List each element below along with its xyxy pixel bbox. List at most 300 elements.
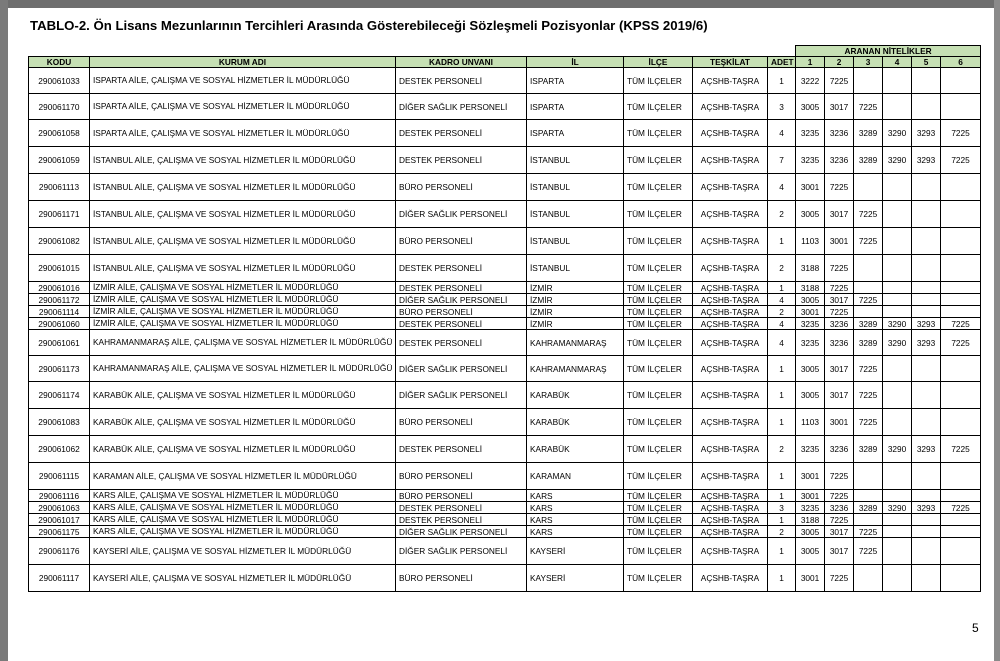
il-cell: İSTANBUL <box>527 201 624 228</box>
nitelik-cell: 7225 <box>854 409 883 436</box>
nitelik-cell <box>941 490 981 502</box>
kodu-cell: 290061060 <box>29 318 90 330</box>
nitelik-cell <box>883 409 912 436</box>
nitelik-cell <box>912 228 941 255</box>
il-cell: KAHRAMANMARAŞ <box>527 356 624 382</box>
teskilat-cell: AÇSHB-TAŞRA <box>693 120 768 147</box>
teskilat-cell: AÇSHB-TAŞRA <box>693 490 768 502</box>
kodu-cell: 290061173 <box>29 356 90 382</box>
nitelik-cell: 3017 <box>825 356 854 382</box>
kurum-cell: İZMİR AİLE, ÇALIŞMA VE SOSYAL HİZMETLER İL MÜDÜRLÜĞÜ <box>90 282 396 294</box>
kurum-cell: KAYSERİ AİLE, ÇALIŞMA VE SOSYAL HİZMETLER İL MÜDÜRLÜĞÜ <box>90 538 396 565</box>
kurum-cell: KAHRAMANMARAŞ AİLE, ÇALIŞMA VE SOSYAL HİZMETLER İL MÜDÜRLÜĞÜ <box>90 356 396 382</box>
nitelik-cell: 3236 <box>825 436 854 463</box>
nitelik-cell: 3001 <box>825 228 854 255</box>
teskilat-cell: AÇSHB-TAŞRA <box>693 463 768 490</box>
nitelik-cell: 7225 <box>825 255 854 282</box>
nitelik-cell: 3001 <box>796 490 825 502</box>
table-row <box>29 356 981 382</box>
ilce-cell: TÜM İLÇELER <box>624 201 693 228</box>
nitelik-cell: 3235 <box>796 147 825 174</box>
nitelik-cell <box>912 526 941 538</box>
column-header: KADRO UNVANI <box>396 57 527 68</box>
nitelik-cell <box>883 255 912 282</box>
nitelik-cell <box>941 94 981 120</box>
kurum-cell: KAHRAMANMARAŞ AİLE, ÇALIŞMA VE SOSYAL HİZMETLER İL MÜDÜRLÜĞÜ <box>90 330 396 356</box>
nitelik-cell <box>883 306 912 318</box>
group-header-spacer <box>29 46 796 57</box>
kodu-cell: 290061063 <box>29 502 90 514</box>
nitelik-cell <box>912 294 941 306</box>
nitelik-cell: 3235 <box>796 436 825 463</box>
nitelik-cell: 7225 <box>825 490 854 502</box>
kurum-cell: ISPARTA AİLE, ÇALIŞMA VE SOSYAL HİZMETLER İL MÜDÜRLÜĞÜ <box>90 68 396 94</box>
ilce-cell: TÜM İLÇELER <box>624 282 693 294</box>
nitelik-cell: 3235 <box>796 330 825 356</box>
nitelik-cell: 7225 <box>854 356 883 382</box>
table-row <box>29 538 981 565</box>
table-row <box>29 68 981 94</box>
nitelik-cell: 7225 <box>825 68 854 94</box>
nitelik-cell <box>883 356 912 382</box>
kodu-cell: 290061058 <box>29 120 90 147</box>
kadro-unvani-cell: DİĞER SAĞLIK PERSONELİ <box>396 201 527 228</box>
ilce-cell: TÜM İLÇELER <box>624 330 693 356</box>
il-cell: İZMİR <box>527 318 624 330</box>
ilce-cell: TÜM İLÇELER <box>624 514 693 526</box>
kadro-unvani-cell: BÜRO PERSONELİ <box>396 306 527 318</box>
nitelik-cell: 3236 <box>825 502 854 514</box>
nitelik-cell: 3188 <box>796 255 825 282</box>
column-header: İL <box>527 57 624 68</box>
table-row <box>29 282 981 294</box>
kodu-cell: 290061170 <box>29 94 90 120</box>
kurum-cell: KARAMAN AİLE, ÇALIŞMA VE SOSYAL HİZMETLER İL MÜDÜRLÜĞÜ <box>90 463 396 490</box>
kodu-cell: 290061015 <box>29 255 90 282</box>
adet-cell: 1 <box>768 228 796 255</box>
nitelik-cell <box>883 526 912 538</box>
il-cell: İSTANBUL <box>527 147 624 174</box>
teskilat-cell: AÇSHB-TAŞRA <box>693 330 768 356</box>
nitelik-cell: 3001 <box>825 409 854 436</box>
nitelik-cell: 3290 <box>883 318 912 330</box>
table-row <box>29 147 981 174</box>
kurum-cell: İZMİR AİLE, ÇALIŞMA VE SOSYAL HİZMETLER İL MÜDÜRLÜĞÜ <box>90 318 396 330</box>
kadro-unvani-cell: DESTEK PERSONELİ <box>396 282 527 294</box>
nitelik-cell: 3005 <box>796 94 825 120</box>
nitelik-cell: 3293 <box>912 147 941 174</box>
nitelik-cell: 7225 <box>825 306 854 318</box>
il-cell: İZMİR <box>527 294 624 306</box>
ilce-cell: TÜM İLÇELER <box>624 463 693 490</box>
nitelik-cell: 3290 <box>883 436 912 463</box>
kodu-cell: 290061117 <box>29 565 90 592</box>
nitelik-cell: 3293 <box>912 436 941 463</box>
kodu-cell: 290061083 <box>29 409 90 436</box>
column-header: 4 <box>883 57 912 68</box>
il-cell: KAYSERİ <box>527 565 624 592</box>
il-cell: İSTANBUL <box>527 255 624 282</box>
teskilat-cell: AÇSHB-TAŞRA <box>693 94 768 120</box>
nitelik-cell: 7225 <box>941 147 981 174</box>
table-row <box>29 94 981 120</box>
nitelik-cell <box>883 538 912 565</box>
kodu-cell: 290061113 <box>29 174 90 201</box>
nitelik-cell: 3235 <box>796 318 825 330</box>
nitelik-cell <box>883 94 912 120</box>
nitelik-cell <box>854 514 883 526</box>
il-cell: KAYSERİ <box>527 538 624 565</box>
nitelik-cell <box>941 68 981 94</box>
nitelik-cell: 7225 <box>854 294 883 306</box>
nitelik-cell <box>883 68 912 94</box>
kurum-cell: İSTANBUL AİLE, ÇALIŞMA VE SOSYAL HİZMETLER İL MÜDÜRLÜĞÜ <box>90 228 396 255</box>
il-cell: KAHRAMANMARAŞ <box>527 330 624 356</box>
kurum-cell: İZMİR AİLE, ÇALIŞMA VE SOSYAL HİZMETLER İL MÜDÜRLÜĞÜ <box>90 306 396 318</box>
nitelik-cell <box>941 201 981 228</box>
table-row <box>29 514 981 526</box>
kadro-unvani-cell: DESTEK PERSONELİ <box>396 330 527 356</box>
nitelik-cell: 3005 <box>796 201 825 228</box>
kurum-cell: İSTANBUL AİLE, ÇALIŞMA VE SOSYAL HİZMETLER İL MÜDÜRLÜĞÜ <box>90 174 396 201</box>
adet-cell: 2 <box>768 255 796 282</box>
nitelik-cell <box>912 514 941 526</box>
nitelik-cell: 3017 <box>825 94 854 120</box>
adet-cell: 1 <box>768 538 796 565</box>
nitelik-cell: 3005 <box>796 538 825 565</box>
adet-cell: 1 <box>768 463 796 490</box>
ilce-cell: TÜM İLÇELER <box>624 294 693 306</box>
ilce-cell: TÜM İLÇELER <box>624 147 693 174</box>
nitelik-cell: 7225 <box>825 463 854 490</box>
nitelik-cell: 3236 <box>825 120 854 147</box>
nitelik-cell: 7225 <box>941 436 981 463</box>
viewer-top-edge <box>0 0 1000 8</box>
column-header: KODU <box>29 57 90 68</box>
il-cell: ISPARTA <box>527 68 624 94</box>
nitelik-cell <box>941 514 981 526</box>
il-cell: KARS <box>527 526 624 538</box>
nitelik-cell <box>912 282 941 294</box>
kurum-cell: İSTANBUL AİLE, ÇALIŞMA VE SOSYAL HİZMETLER İL MÜDÜRLÜĞÜ <box>90 147 396 174</box>
nitelik-cell <box>883 382 912 409</box>
kadro-unvani-cell: DİĞER SAĞLIK PERSONELİ <box>396 526 527 538</box>
kodu-cell: 290061017 <box>29 514 90 526</box>
nitelik-cell: 7225 <box>854 382 883 409</box>
table-row <box>29 318 981 330</box>
nitelik-cell: 3290 <box>883 147 912 174</box>
nitelik-cell <box>941 356 981 382</box>
adet-cell: 1 <box>768 68 796 94</box>
kadro-unvani-cell: DESTEK PERSONELİ <box>396 120 527 147</box>
ilce-cell: TÜM İLÇELER <box>624 502 693 514</box>
nitelik-cell <box>912 382 941 409</box>
kurum-cell: İSTANBUL AİLE, ÇALIŞMA VE SOSYAL HİZMETLER İL MÜDÜRLÜĞÜ <box>90 255 396 282</box>
kodu-cell: 290061171 <box>29 201 90 228</box>
nitelik-cell <box>883 228 912 255</box>
nitelik-cell: 3005 <box>796 356 825 382</box>
kurum-cell: KARABÜK AİLE, ÇALIŞMA VE SOSYAL HİZMETLER İL MÜDÜRLÜĞÜ <box>90 436 396 463</box>
teskilat-cell: AÇSHB-TAŞRA <box>693 514 768 526</box>
nitelik-cell: 3293 <box>912 318 941 330</box>
nitelik-cell: 3293 <box>912 120 941 147</box>
kurum-cell: KARS AİLE, ÇALIŞMA VE SOSYAL HİZMETLER İL MÜDÜRLÜĞÜ <box>90 514 396 526</box>
nitelik-cell: 3289 <box>854 436 883 463</box>
nitelik-cell <box>883 201 912 228</box>
teskilat-cell: AÇSHB-TAŞRA <box>693 282 768 294</box>
nitelik-cell <box>883 565 912 592</box>
nitelik-cell <box>941 526 981 538</box>
table-row <box>29 490 981 502</box>
nitelik-cell <box>883 463 912 490</box>
kodu-cell: 290061059 <box>29 147 90 174</box>
nitelik-cell: 3289 <box>854 120 883 147</box>
nitelik-cell: 3289 <box>854 330 883 356</box>
table-row <box>29 409 981 436</box>
nitelik-cell: 3001 <box>796 174 825 201</box>
nitelik-cell <box>854 306 883 318</box>
table-row <box>29 565 981 592</box>
nitelik-cell: 3236 <box>825 318 854 330</box>
il-cell: KARABÜK <box>527 382 624 409</box>
nitelik-cell: 1103 <box>796 228 825 255</box>
teskilat-cell: AÇSHB-TAŞRA <box>693 409 768 436</box>
table-row <box>29 201 981 228</box>
kurum-cell: KARABÜK AİLE, ÇALIŞMA VE SOSYAL HİZMETLER İL MÜDÜRLÜĞÜ <box>90 409 396 436</box>
kodu-cell: 290061114 <box>29 306 90 318</box>
adet-cell: 1 <box>768 490 796 502</box>
kadro-unvani-cell: DESTEK PERSONELİ <box>396 514 527 526</box>
nitelik-cell <box>912 565 941 592</box>
teskilat-cell: AÇSHB-TAŞRA <box>693 68 768 94</box>
column-header: 5 <box>912 57 941 68</box>
nitelik-cell: 3017 <box>825 382 854 409</box>
adet-cell: 2 <box>768 201 796 228</box>
nitelik-cell: 7225 <box>941 120 981 147</box>
nitelik-cell <box>912 356 941 382</box>
table-body <box>29 68 981 592</box>
teskilat-cell: AÇSHB-TAŞRA <box>693 294 768 306</box>
ilce-cell: TÜM İLÇELER <box>624 490 693 502</box>
teskilat-cell: AÇSHB-TAŞRA <box>693 538 768 565</box>
ilce-cell: TÜM İLÇELER <box>624 526 693 538</box>
ilce-cell: TÜM İLÇELER <box>624 538 693 565</box>
il-cell: KARS <box>527 514 624 526</box>
ilce-cell: TÜM İLÇELER <box>624 409 693 436</box>
nitelik-cell: 7225 <box>941 318 981 330</box>
kodu-cell: 290061174 <box>29 382 90 409</box>
kurum-cell: İSTANBUL AİLE, ÇALIŞMA VE SOSYAL HİZMETLER İL MÜDÜRLÜĞÜ <box>90 201 396 228</box>
column-header-row <box>29 57 981 68</box>
nitelik-cell <box>941 382 981 409</box>
nitelik-cell <box>883 514 912 526</box>
ilce-cell: TÜM İLÇELER <box>624 565 693 592</box>
ilce-cell: TÜM İLÇELER <box>624 68 693 94</box>
teskilat-cell: AÇSHB-TAŞRA <box>693 526 768 538</box>
teskilat-cell: AÇSHB-TAŞRA <box>693 436 768 463</box>
kurum-cell: KARS AİLE, ÇALIŞMA VE SOSYAL HİZMETLER İL MÜDÜRLÜĞÜ <box>90 526 396 538</box>
table-row <box>29 502 981 514</box>
nitelik-cell <box>912 174 941 201</box>
table-row <box>29 526 981 538</box>
viewer-right-edge <box>994 0 1000 661</box>
kadro-unvani-cell: DİĞER SAĞLIK PERSONELİ <box>396 382 527 409</box>
ilce-cell: TÜM İLÇELER <box>624 436 693 463</box>
nitelik-cell: 7225 <box>825 282 854 294</box>
adet-cell: 4 <box>768 294 796 306</box>
nitelik-cell: 3290 <box>883 502 912 514</box>
table-row <box>29 382 981 409</box>
nitelik-cell <box>912 463 941 490</box>
nitelik-cell: 7225 <box>854 538 883 565</box>
kadro-unvani-cell: BÜRO PERSONELİ <box>396 174 527 201</box>
teskilat-cell: AÇSHB-TAŞRA <box>693 565 768 592</box>
il-cell: İSTANBUL <box>527 174 624 201</box>
kadro-unvani-cell: DESTEK PERSONELİ <box>396 436 527 463</box>
kodu-cell: 290061062 <box>29 436 90 463</box>
nitelik-cell: 3289 <box>854 318 883 330</box>
nitelik-cell: 3017 <box>825 201 854 228</box>
kodu-cell: 290061116 <box>29 490 90 502</box>
nitelik-cell <box>912 409 941 436</box>
teskilat-cell: AÇSHB-TAŞRA <box>693 201 768 228</box>
adet-cell: 3 <box>768 94 796 120</box>
nitelik-cell <box>941 538 981 565</box>
il-cell: KARAMAN <box>527 463 624 490</box>
kadro-unvani-cell: DESTEK PERSONELİ <box>396 318 527 330</box>
kadro-unvani-cell: BÜRO PERSONELİ <box>396 228 527 255</box>
kurum-cell: ISPARTA AİLE, ÇALIŞMA VE SOSYAL HİZMETLER İL MÜDÜRLÜĞÜ <box>90 94 396 120</box>
nitelik-cell: 1103 <box>796 409 825 436</box>
table-row <box>29 306 981 318</box>
adet-cell: 2 <box>768 306 796 318</box>
kurum-cell: KARS AİLE, ÇALIŞMA VE SOSYAL HİZMETLER İL MÜDÜRLÜĞÜ <box>90 502 396 514</box>
adet-cell: 1 <box>768 282 796 294</box>
nitelik-cell: 3235 <box>796 120 825 147</box>
nitelik-cell <box>883 282 912 294</box>
nitelik-cell: 7225 <box>854 228 883 255</box>
column-header: 3 <box>854 57 883 68</box>
column-header: 6 <box>941 57 981 68</box>
kodu-cell: 290061033 <box>29 68 90 94</box>
kadro-unvani-cell: BÜRO PERSONELİ <box>396 490 527 502</box>
kodu-cell: 290061016 <box>29 282 90 294</box>
ilce-cell: TÜM İLÇELER <box>624 94 693 120</box>
adet-cell: 2 <box>768 436 796 463</box>
nitelik-cell: 3289 <box>854 502 883 514</box>
nitelik-cell: 3017 <box>825 526 854 538</box>
nitelik-cell <box>883 174 912 201</box>
nitelik-cell <box>883 490 912 502</box>
nitelik-cell: 3222 <box>796 68 825 94</box>
adet-cell: 4 <box>768 120 796 147</box>
kadro-unvani-cell: DESTEK PERSONELİ <box>396 147 527 174</box>
nitelik-cell: 3005 <box>796 294 825 306</box>
teskilat-cell: AÇSHB-TAŞRA <box>693 174 768 201</box>
teskilat-cell: AÇSHB-TAŞRA <box>693 306 768 318</box>
il-cell: KARS <box>527 502 624 514</box>
column-header: ADET <box>768 57 796 68</box>
kadro-unvani-cell: DİĞER SAĞLIK PERSONELİ <box>396 94 527 120</box>
page-number: 5 <box>972 621 979 635</box>
kadro-unvani-cell: DİĞER SAĞLIK PERSONELİ <box>396 356 527 382</box>
nitelik-cell: 7225 <box>941 330 981 356</box>
adet-cell: 1 <box>768 514 796 526</box>
ilce-cell: TÜM İLÇELER <box>624 174 693 201</box>
nitelik-cell: 7225 <box>941 502 981 514</box>
nitelik-cell: 3293 <box>912 502 941 514</box>
nitelik-cell <box>941 306 981 318</box>
document-page <box>8 8 994 661</box>
kodu-cell: 290061061 <box>29 330 90 356</box>
adet-cell: 3 <box>768 502 796 514</box>
adet-cell: 1 <box>768 409 796 436</box>
nitelik-cell <box>912 255 941 282</box>
nitelik-cell: 3289 <box>854 147 883 174</box>
nitelik-cell: 3017 <box>825 294 854 306</box>
nitelik-cell: 3001 <box>796 306 825 318</box>
nitelik-cell: 3293 <box>912 330 941 356</box>
nitelik-cell <box>941 282 981 294</box>
adet-cell: 4 <box>768 330 796 356</box>
column-header: 2 <box>825 57 854 68</box>
nitelik-cell <box>854 282 883 294</box>
kadro-unvani-cell: BÜRO PERSONELİ <box>396 409 527 436</box>
kadro-unvani-cell: BÜRO PERSONELİ <box>396 565 527 592</box>
table-row <box>29 228 981 255</box>
nitelik-cell: 3017 <box>825 538 854 565</box>
nitelik-cell: 3188 <box>796 514 825 526</box>
group-header-nitelikler: ARANAN NİTELİKLER <box>796 46 981 57</box>
kodu-cell: 290061175 <box>29 526 90 538</box>
teskilat-cell: AÇSHB-TAŞRA <box>693 255 768 282</box>
kadro-unvani-cell: DESTEK PERSONELİ <box>396 68 527 94</box>
table-row <box>29 436 981 463</box>
nitelik-cell <box>912 94 941 120</box>
il-cell: İZMİR <box>527 282 624 294</box>
nitelik-cell <box>854 463 883 490</box>
ilce-cell: TÜM İLÇELER <box>624 318 693 330</box>
adet-cell: 1 <box>768 565 796 592</box>
nitelik-cell: 3290 <box>883 330 912 356</box>
column-header: KURUM ADI <box>90 57 396 68</box>
nitelik-cell: 3235 <box>796 502 825 514</box>
adet-cell: 2 <box>768 526 796 538</box>
adet-cell: 4 <box>768 174 796 201</box>
adet-cell: 7 <box>768 147 796 174</box>
column-header: TEŞKİLAT <box>693 57 768 68</box>
nitelik-cell <box>854 565 883 592</box>
nitelik-cell <box>941 228 981 255</box>
nitelik-cell: 3001 <box>796 565 825 592</box>
nitelik-cell <box>912 306 941 318</box>
il-cell: KARABÜK <box>527 436 624 463</box>
table-row <box>29 120 981 147</box>
kodu-cell: 290061176 <box>29 538 90 565</box>
nitelik-cell <box>941 255 981 282</box>
column-header: İLÇE <box>624 57 693 68</box>
nitelik-cell <box>854 255 883 282</box>
kodu-cell: 290061172 <box>29 294 90 306</box>
teskilat-cell: AÇSHB-TAŞRA <box>693 147 768 174</box>
il-cell: İZMİR <box>527 306 624 318</box>
viewer-left-edge <box>0 0 8 661</box>
kadro-unvani-cell: DİĞER SAĞLIK PERSONELİ <box>396 538 527 565</box>
nitelik-cell <box>912 201 941 228</box>
nitelik-cell: 7225 <box>825 565 854 592</box>
kurum-cell: KAYSERİ AİLE, ÇALIŞMA VE SOSYAL HİZMETLER İL MÜDÜRLÜĞÜ <box>90 565 396 592</box>
adet-cell: 1 <box>768 356 796 382</box>
